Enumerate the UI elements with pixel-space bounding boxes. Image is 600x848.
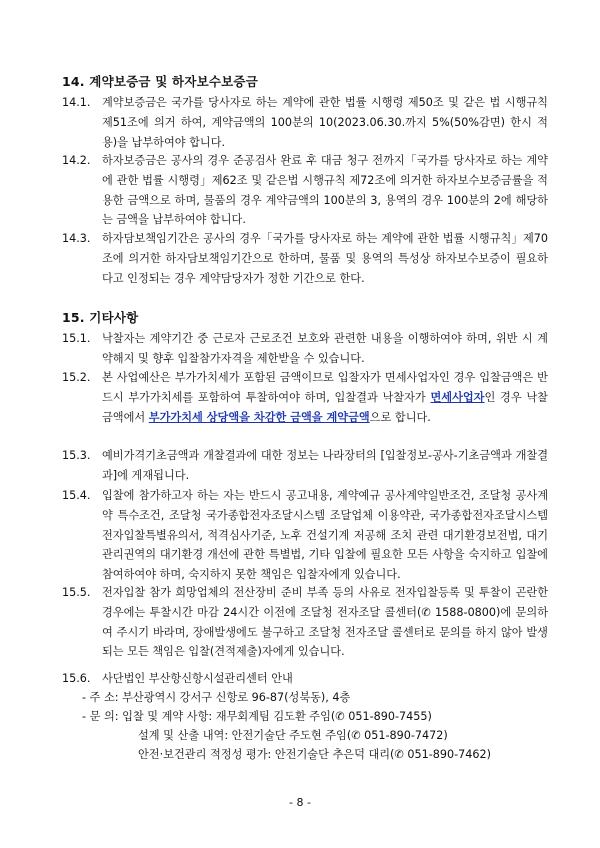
clause-text: 하자보증금은 공사의 경우 준공검사 완료 후 대금 청구 전까지「국가를 당사자로 하는 계약에 관한 법률 시행령」제62조 및 같은법 시행규칙 제72조에 의거한 하자보수보증금률을 적용한 금액으로 하며, 물품의 경우 계약금액의 100분의 3, 용역의 경우 100분의 2에 해당하는 금액을 납부하여야 합니다.	[102, 154, 548, 227]
clause-15-3	[62, 446, 548, 486]
clause-text	[102, 368, 548, 427]
contact-line-design: 설계 및 산출 내역: 안전기술단 주도현 주임(✆ 051-890-7472)	[138, 729, 448, 742]
clause-text: 하자담보책임기간은 공사의 경우「국가를 당사자로 하는 계약에 관한 법률 시행규칙」제70조에 의거한 하자담보책임기간으로 한하며, 물품 및 용역의 특성상 하자보수보증이 필요하다고 인정되는 경우 계약담당자가 정한 기간으로 한다.	[102, 232, 548, 285]
clause-15-2	[62, 368, 548, 427]
address-line: - 주 소: 부산광역시 강서구 신항로 96-87(성북동), 4층	[82, 691, 351, 704]
clause-text-part: 본 사업예산은 부가가치세가 포함된 금액이므로 입찰자가 면세사업자인 경우 입찰금액은 반드시 부가가치세를 포함하여 투찰하여야 하며, 입찰결과 낙찰자가	[102, 371, 548, 404]
clause-number: 14.1.	[62, 96, 91, 109]
emphasis-vat-deducted: 부가가치세 상당액을 차감한 금액을 계약금액	[148, 410, 370, 424]
clause-text: 입찰에 참가하고자 하는 자는 반드시 공고내용, 계약예규 공사계약일반조건, 조달청 공사계약 특수조건, 조달청 국가종합전자조달시스템 조달업체 이용약관, 국가종합전자조달시스템 전자입찰특별유의서, 적격심사기준, 노후 건설기계 저공해 조치 관련 대기환경보전법, 대기관리권역의 대기환경 개선에 관한 특별법, 기타 입찰에 필요한 모든 사항을 숙지하고 입찰에 참여하여야 하며, 숙지하지 못한 책임은 입찰자에게 있습니다.	[102, 489, 548, 582]
clause-number: 14.2.	[62, 154, 91, 167]
clause-text: 사단법인 부산항신항시설관리센터 안내	[102, 672, 293, 685]
clause-14-2	[62, 151, 548, 230]
clause-text: 예비가격기초금액과 개찰결과에 대한 정보는 나라장터의 [입찰정보-공사-기초금액과 개찰결과]에 게재됩니다.	[102, 449, 548, 482]
clause-14-3	[62, 229, 548, 288]
clause-number: 15.5.	[62, 586, 91, 599]
clause-number: 15.1.	[62, 332, 91, 345]
clause-15-1	[62, 329, 548, 369]
clause-text: 낙찰자는 계약기간 중 근로자 근로조건 보호와 관련한 내용을 이행하여야 하며, 위반 시 계약해지 및 향후 입찰참가자격을 제한받을 수 있습니다.	[102, 332, 548, 365]
clause-15-4	[62, 486, 548, 585]
clause-15-5	[62, 583, 548, 662]
clause-number: 15.2.	[62, 371, 91, 384]
clause-14-1	[62, 93, 548, 152]
clause-text-part: 으로 합니다.	[369, 410, 431, 424]
clause-text: 전자입찰 참가 희망업체의 전산장비 준비 부족 등의 사유로 전자입찰등록 및 투찰이 곤란한 경우에는 투찰시간 마감 24시간 이전에 조달청 전자조달 콜센터(✆ 1588-0800)에 문의하여 주시기 바라며, 장애발생에도 불구하고 조달청 전자조달 콜센터로 문의를 하지 않아 발생되는 모든 책임은 입찰(견적제출)자에게 있습니다.	[102, 586, 548, 659]
page-number: - 8 -	[289, 796, 311, 809]
contact-line-bidding: - 문 의: 입찰 및 계약 사항: 재무회계팀 김도환 주임(✆ 051-890-7455)	[82, 710, 432, 723]
emphasis-tax-exempt: 면세사업자	[430, 390, 485, 404]
section-15-heading: 15. 기타사항	[62, 310, 139, 325]
clause-15-6	[62, 669, 548, 689]
clause-number: 14.3.	[62, 232, 91, 245]
contact-line-safety: 안전‧보건관리 적정성 평가: 안전기술단 추은덕 대리(✆ 051-890-7462)	[138, 748, 491, 761]
clause-number: 15.4.	[62, 489, 91, 502]
clause-text-part: 인 경우 낙찰금액에서	[102, 390, 548, 424]
clause-number: 15.6.	[62, 672, 91, 685]
clause-number: 15.3.	[62, 449, 91, 462]
section-14-heading: 14. 계약보증금 및 하자보수보증금	[62, 74, 258, 89]
clause-text: 계약보증금은 국가를 당사자로 하는 계약에 관한 법률 시행령 제50조 및 같은 법 시행규칙 제51조에 의거 하여, 계약금액의 100분의 10(2023.06.30.까지 5%(50%감면) 한시 적용)을 납부하여야 합니다.	[102, 96, 548, 149]
